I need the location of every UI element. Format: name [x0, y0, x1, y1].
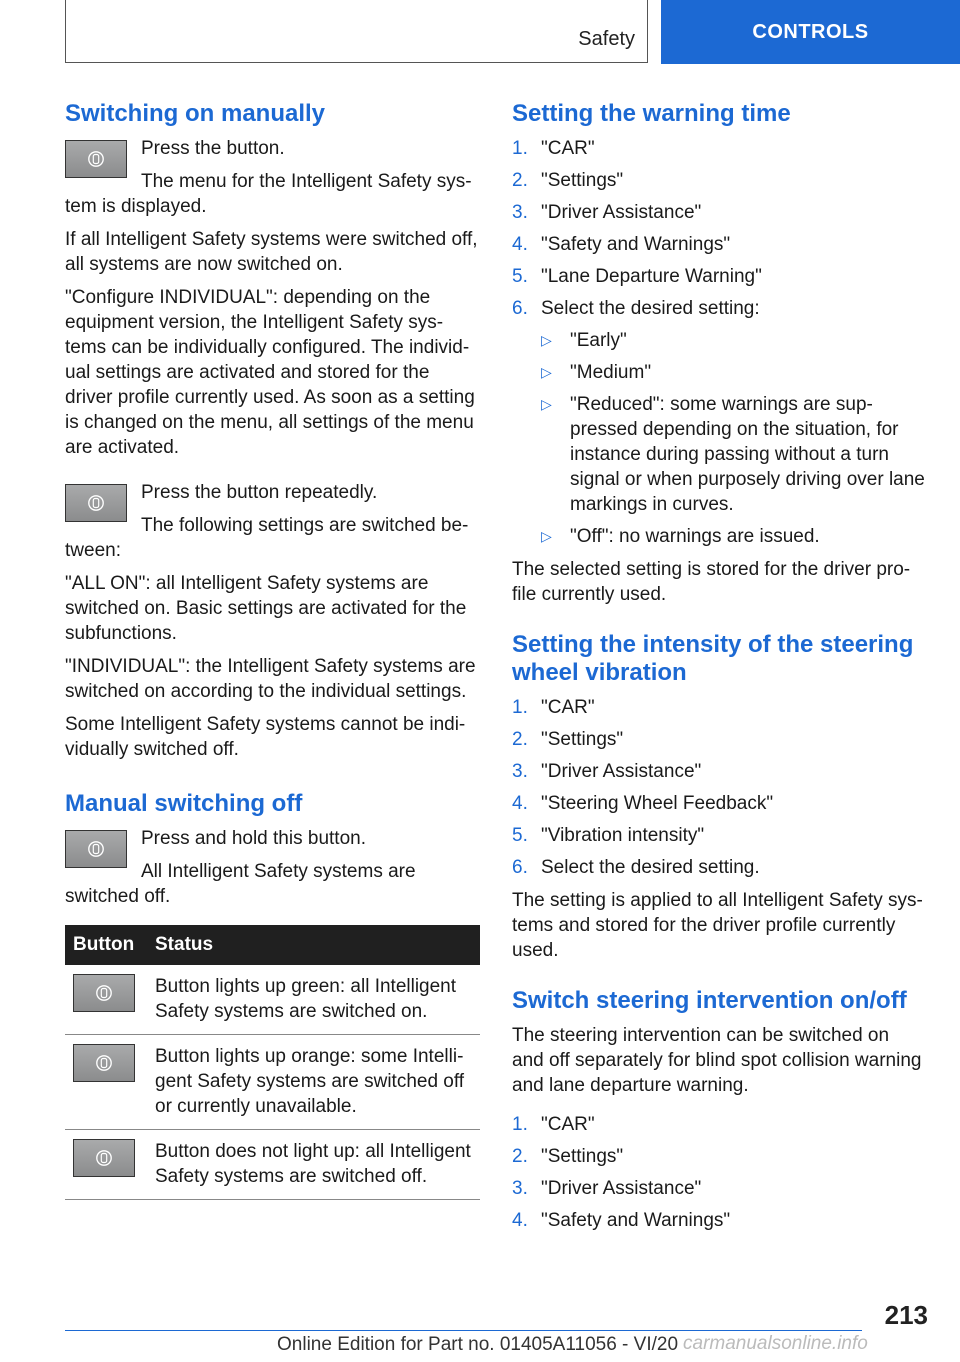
list-item: ▷ "Early" — [541, 330, 627, 351]
table-header: Button — [65, 925, 147, 965]
table-cell: Button does not light up: all Intelligent Safety systems are switched off. — [147, 1130, 480, 1200]
paragraph: The steering intervention can be switched on and off separately for blind spot collision warning and lane departure warning. — [512, 1025, 922, 1096]
status-table — [65, 925, 480, 1200]
list-item: 1. "CAR" — [512, 138, 595, 159]
list-item: 5. "Lane Departure Warning" — [512, 266, 762, 287]
paragraph: If all Intelligent Safety systems were switched off, all systems are now switched on. — [65, 229, 478, 275]
safety-button-icon — [73, 1139, 135, 1177]
paragraph: The menu for the Intelligent Safety sys-tem is displayed. — [65, 171, 472, 217]
list-item: 6. Select the desired setting: ▷ "Early" ▷ "Medium" ▷ "Reduced": some warnings are sup-pressed depending on the situation, for instance during passing without a turn signal or when purposely driving over lane markings in curves. ▷ "Off": no warnings are issued. — [512, 298, 925, 547]
list-item: 2. "Settings" — [512, 170, 624, 191]
table-header: Status — [147, 925, 480, 965]
button-instruction — [65, 826, 480, 909]
list-item: ▷ "Medium" — [541, 362, 652, 383]
paragraph: The following settings are switched be-tween: — [65, 515, 469, 561]
list-item: 3. "Driver Assistance" — [512, 202, 702, 223]
section-title-warning-time: Setting the warning time — [512, 100, 791, 127]
table-header-row — [65, 925, 480, 965]
table-row — [65, 1130, 480, 1200]
paragraph: "INDIVIDUAL": the Intelligent Safety systems are switched on according to the individual settings. — [65, 656, 476, 702]
paragraph: Press and hold this button. — [141, 828, 366, 849]
list-item: 6. Select the desired setting. — [512, 857, 760, 878]
table-row — [65, 965, 480, 1035]
footer-divider — [65, 1330, 862, 1331]
list-item: 1. "CAR" — [512, 697, 595, 718]
header-tab[interactable]: CONTROLS — [661, 0, 960, 64]
paragraph: Some Intelligent Safety systems cannot be indi-vidually switched off. — [65, 714, 466, 760]
step-list — [512, 695, 926, 880]
list-item: 4. "Safety and Warnings" — [512, 234, 731, 255]
table-cell: Button lights up orange: some Intelli-gent Safety systems are switched off or currently unavailable. — [147, 1035, 480, 1130]
list-item: ▷ "Reduced": some warnings are sup-pressed depending on the situation, for instance during passing without a turn signal or when purposely driving over lane markings in curves. — [541, 394, 925, 515]
footer-edition: Online Edition for Part no. 01405A11056 - VI/20 — [277, 1334, 679, 1355]
button-instruction — [65, 480, 480, 563]
list-item: 4. "Safety and Warnings" — [512, 1210, 731, 1231]
list-item: 2. "Settings" — [512, 1146, 624, 1167]
safety-button-icon — [73, 974, 135, 1012]
triangle-icon: ▷ — [541, 528, 552, 544]
table-cell: Button lights up green: all Intelligent Safety systems are switched on. — [147, 965, 480, 1035]
step-list — [512, 1112, 926, 1233]
header-frame — [65, 0, 648, 63]
triangle-icon: ▷ — [541, 364, 552, 380]
list-item: 4. "Steering Wheel Feedback" — [512, 793, 774, 814]
list-item: 3. "Driver Assistance" — [512, 761, 702, 782]
safety-button-icon — [65, 830, 127, 868]
paragraph: All Intelligent Safety systems are switched off. — [65, 861, 416, 907]
step-list — [512, 136, 926, 549]
list-item: 2. "Settings" — [512, 729, 624, 750]
header-section: Safety — [578, 28, 635, 50]
paragraph: The setting is applied to all Intelligent Safety sys-tems and stored for the driver profile currently used. — [512, 890, 923, 961]
left-column — [65, 100, 480, 1200]
safety-button-icon — [65, 140, 127, 178]
button-instruction — [65, 136, 480, 219]
watermark: carmanualsonline.info — [683, 1333, 868, 1354]
triangle-icon: ▷ — [541, 332, 552, 348]
right-column — [512, 100, 926, 1241]
list-item: 3. "Driver Assistance" — [512, 1178, 702, 1199]
safety-button-icon — [65, 484, 127, 522]
paragraph: Press the button repeatedly. — [141, 482, 378, 503]
section-title-steering-intervention: Switch steering intervention on/off — [512, 987, 907, 1014]
table-row — [65, 1035, 480, 1130]
paragraph: The selected setting is stored for the driver pro-file currently used. — [512, 559, 911, 605]
paragraph: "ALL ON": all Intelligent Safety systems are switched on. Basic settings are activated for the subfunctions. — [65, 573, 467, 644]
section-title-vibration: Setting the intensity of the steering wheel vibration — [512, 631, 914, 686]
paragraph: Press the button. — [141, 138, 285, 159]
option-list — [541, 328, 926, 549]
list-item: 1. "CAR" — [512, 1114, 595, 1135]
list-item: ▷ "Off": no warnings are issued. — [541, 526, 820, 547]
section-title-manual-off: Manual switching off — [65, 790, 303, 817]
section-title-switching-on: Switching on manually — [65, 100, 326, 127]
safety-button-icon — [73, 1044, 135, 1082]
page-number: 213 — [884, 1300, 928, 1330]
triangle-icon: ▷ — [541, 396, 552, 412]
paragraph: "Configure INDIVIDUAL": depending on the equipment version, the Intelligent Safety sys-tems can be individually configured. The individ-ual settings are activated and stored for the driver profile currently used. As soon as a setting is changed on the menu, all settings of the menu are activated. — [65, 287, 475, 458]
list-item: 5. "Vibration intensity" — [512, 825, 705, 846]
